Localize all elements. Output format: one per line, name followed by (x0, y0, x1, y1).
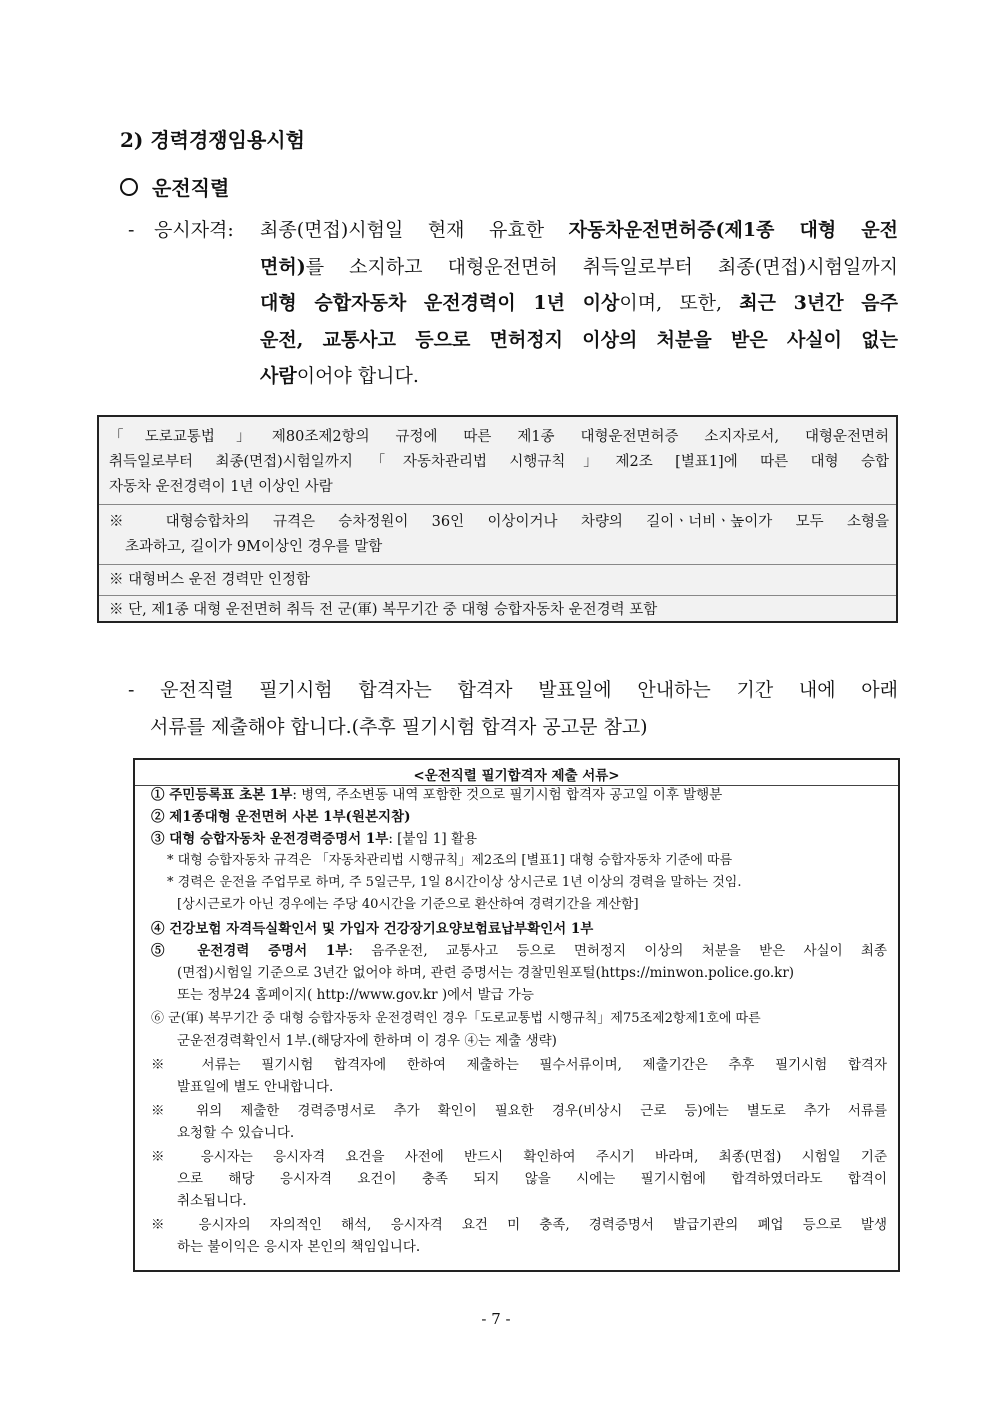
subsection-title-row (120, 172, 229, 201)
qualification-line-1 (260, 212, 898, 249)
page-number: - 7 - (481, 1310, 511, 1328)
legal-divider (99, 595, 896, 596)
submission-line-2: 서류를 제출해야 합니다.(추후 필기시험 합격자 공고문 참고) (150, 715, 648, 738)
legal-divider (99, 504, 896, 505)
qual-text: 이어야 합니다. (296, 365, 419, 387)
legal-para-line-2: 취득일로부터 최종(면접)시험일까지「자동차관리법 시행규칙」제2조 [별표1]에 따른 대형 승합 (109, 454, 889, 470)
legal-divider (99, 564, 896, 565)
qualification-dash: - (128, 219, 135, 241)
legal-para-line-3: 자동차 운전경력이 1년 이상인 사람 (109, 479, 333, 495)
legal-note-3: ※ 단, 제1종 대형 운전면허 취득 전 군(軍) 복무기간 중 대형 승합자동차 운전경력 포함 (109, 602, 658, 618)
documents-box-title: <운전직렬 필기합격자 제출 서류> (413, 768, 620, 784)
qualification-label: 응시자격: (154, 219, 234, 241)
doc-note-3-line-2: 으로 해당 응시자격 요건이 충족 되지 않을 시에는 필기시험에 합격하였더라도 합격이 (177, 1171, 887, 1187)
doc-note-4-line-1: ※ 응시자의 자의적인 해석, 응시자격 요건 미 충족, 경력증명서 발급기관의 폐업 등으로 발생 (151, 1217, 887, 1233)
doc-item-1-text: : 병역, 주소변동 내역 포함한 것으로 필기시험 합격자 공고일 이후 발행분 (292, 787, 723, 803)
doc-item-5-line-2: (면접)시험일 기준으로 3년간 없어야 하며, 관련 증명서는 경찰민원포털(https://minwon.police.go.kr) (177, 965, 795, 981)
submission-dash: - (128, 679, 135, 701)
qualification-line-2 (260, 249, 898, 286)
doc-note-3-line-3: 취소됩니다. (177, 1193, 247, 1209)
subsection-title: 운전직렬 (152, 176, 230, 200)
submission-text: 운전직렬 필기시험 합격자는 합격자 발표일에 안내하는 기간 내에 아래 (160, 679, 898, 701)
qual-text: 이며, 또한, (619, 292, 740, 314)
doc-item-3-label: ③ 대형 승합자동차 운전경력증명서 1부 (151, 831, 389, 847)
legal-note-2: ※ 대형버스 운전 경력만 인정함 (109, 572, 311, 588)
qualification-line-5 (260, 358, 898, 395)
doc-item-3-note-3: [상시근로가 아닌 경우에는 주당 40시간을 기준으로 환산하여 경력기간을 계산함] (177, 897, 639, 912)
legal-para-line-1: 「도로교통법」제80조제2항의 규정에 따른 제1종 대형운전면허증 소지자로서, 대형운전면허 (109, 429, 889, 445)
qual-bold-text: 사람 (260, 365, 297, 387)
doc-item-5-text: : 음주운전, 교통사고 등으로 면허정지 이상의 처분을 받은 사실이 최종 (348, 943, 887, 959)
legal-note-1-line-2: 초과하고, 길이가 9M이상인 경우를 말함 (125, 539, 383, 555)
doc-item-2-label: ② 제1종대형 운전면허 사본 1부(원본지참) (151, 809, 411, 825)
doc-item-6-line-2: 군운전경력확인서 1부.(해당자에 한하며 이 경우 ④는 제출 생략) (177, 1033, 557, 1049)
doc-item-3-text: : [붙임 1] 활용 (388, 831, 478, 847)
doc-item-5-label: ⑤ 운전경력 증명서 1부 (151, 943, 349, 959)
required-documents-box (133, 758, 900, 1272)
doc-item-3-note-1: * 대형 승합자동차 규격은 「자동차관리법 시행규칙」제2조의 [별표1] 대형 승합자동차 기준에 따름 (167, 853, 733, 868)
doc-item-2 (151, 806, 887, 828)
qual-bold-text: 운전, 교통사고 등으로 면허정지 이상의 처분을 받은 사실이 없는 (260, 328, 898, 351)
doc-note-1-line-1: ※ 서류는 필기시험 합격자에 한하여 제출하는 필수서류이며, 제출기간은 추후 필기시험 합격자 (151, 1057, 887, 1073)
doc-item-3-note-2: * 경력은 운전을 주업무로 하며, 주 5일근무, 1일 8시간이상 상시근로 1년 이상의 경력을 말하는 것임. (167, 875, 742, 890)
doc-note-3-line-1: ※ 응시자는 응시자격 요건을 사전에 반드시 확인하여 주시기 바라며, 최종(면접) 시험일 기준 (151, 1149, 887, 1165)
qual-bold-text: 자동차운전면허증(제1종 대형 운전 (568, 219, 898, 241)
doc-item-4-label: ④ 건강보험 자격득실확인서 및 가입자 건강장기요양보험료납부확인서 1부 (151, 921, 594, 937)
doc-item-6-line-1: ⑥ 군(軍) 복무기간 중 대형 승합자동차 운전경력인 경우「도로교통법 시행규칙」제75조제2항제1호에 따른 (151, 1011, 761, 1026)
legal-note-1-line-1: ※ 대형승합차의 규격은 승차정원이 36인 이상이거나 차량의 길이ㆍ너비ㆍ높이가 모두 소형을 (109, 514, 889, 530)
qualification-line-4 (260, 322, 898, 359)
submission-paragraph (128, 672, 898, 745)
doc-note-2-line-1: ※ 위의 제출한 경력증명서로 추가 확인이 필요한 경우(비상시 근로 등)에는 별도로 추가 서류를 (151, 1103, 887, 1119)
doc-note-4-line-2: 하는 불이익은 응시자 본인의 책임입니다. (177, 1239, 421, 1255)
doc-item-5-line-1 (151, 940, 887, 962)
doc-note-1-line-2: 발표일에 별도 안내합니다. (177, 1079, 334, 1095)
doc-item-5-line-3: 또는 정부24 홈페이지( http://www.gov.kr )에서 발급 가능 (177, 987, 534, 1003)
qual-bold-text: 최근 3년간 음주 (739, 292, 899, 314)
section-title: 2) 경력경쟁임용시험 (120, 128, 305, 152)
doc-item-4 (151, 918, 887, 940)
qual-bold-text: 대형 승합자동차 운전경력이 1년 이상 (260, 292, 620, 314)
doc-item-3 (151, 828, 887, 850)
submission-line-1 (128, 672, 898, 709)
doc-item-1-label: ① 주민등록표 초본 1부 (151, 787, 293, 803)
hollow-circle-bullet-icon (120, 178, 138, 196)
qual-text: 를 소지하고 대형운전면허 취득일로부터 최종(면접)시험일까지 (305, 255, 898, 278)
qualification-line-3 (260, 285, 898, 322)
qual-text: 최종(면접)시험일 현재 유효한 (260, 219, 569, 241)
qual-bold-text: 면허) (260, 255, 306, 278)
doc-item-1 (151, 784, 887, 806)
qualification-body (260, 212, 898, 395)
doc-note-2-line-2: 요청할 수 있습니다. (177, 1125, 295, 1141)
legal-basis-box (97, 415, 898, 623)
